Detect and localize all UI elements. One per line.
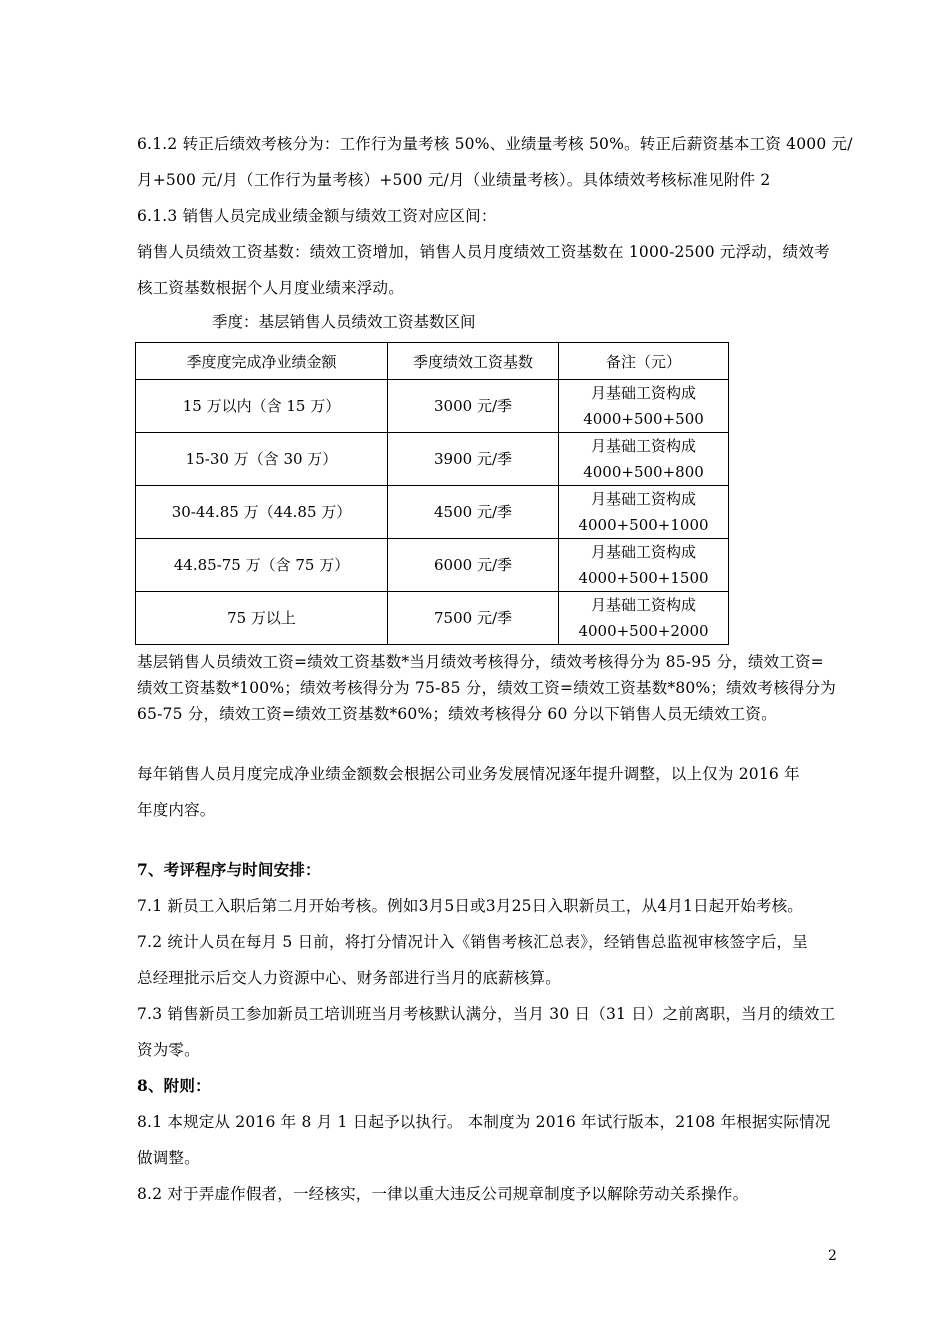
section-7-2-b: 总经理批示后交人力资源中心、财务部进行当月的底薪核算。 (137, 969, 561, 987)
formula-line-1: 基层销售人员绩效工资=绩效工资基数*当月绩效考核得分，绩效考核得分为 85-95 分，绩效工资= (137, 653, 824, 671)
cell-note (559, 486, 729, 539)
cell-base: 3900 元/季 (388, 433, 559, 486)
cell-range: 44.85-75 万（含 75 万） (136, 539, 388, 592)
cell-base: 6000 元/季 (388, 539, 559, 592)
yearly-line-2: 年度内容。 (137, 801, 216, 819)
page-number: 2 (828, 1248, 837, 1264)
section-7-3-a: 7.3 销售新员工参加新员工培训班当月考核默认满分，当月 30 日（31 日）之前离职，当月的绩效工 (137, 1005, 836, 1023)
note-line-2: 4000+500+1500 (578, 569, 709, 587)
cell-range: 15 万以内（含 15 万） (136, 380, 388, 433)
header-note: 备注（元） (559, 343, 729, 380)
section-8-1-b: 做调整。 (137, 1149, 200, 1167)
cell-range: 30-44.85 万（44.85 万） (136, 486, 388, 539)
line-6-1-2-b: 月+500 元/月（工作行为量考核）+500 元/月（业绩量考核）。具体绩效考核标准见附件 2 (137, 171, 771, 189)
cell-note (559, 539, 729, 592)
note-line-1: 月基础工资构成 (590, 384, 696, 402)
line-base-b: 核工资基数根据个人月度业绩来浮动。 (137, 279, 404, 297)
cell-note (559, 433, 729, 486)
formula-line-2: 绩效工资基数*100%；绩效考核得分为 75-85 分，绩效工资=绩效工资基数*80%；绩效考核得分为 (137, 679, 836, 697)
section-8-2: 8.2 对于弄虚作假者，一经核实，一律以重大违反公司规章制度予以解除劳动关系操作。 (137, 1185, 749, 1203)
note-line-2: 4000+500+2000 (578, 622, 709, 640)
yearly-line-1: 每年销售人员月度完成净业绩金额数会根据公司业务发展情况逐年提升调整，以上仅为 2016 年 (137, 765, 800, 783)
formula-line-3: 65-75 分，绩效工资=绩效工资基数*60%；绩效考核得分 60 分以下销售人员无绩效工资。 (137, 705, 777, 723)
cell-note (559, 380, 729, 433)
table-row (136, 433, 729, 486)
note-line-2: 4000+500+500 (583, 410, 704, 428)
section-8-heading: 8、附则： (137, 1076, 211, 1095)
salary-table (135, 342, 729, 645)
header-range: 季度度完成净业绩金额 (136, 343, 388, 380)
section-8-1-a: 8.1 本规定从 2016 年 8 月 1 日起予以执行。 本制度为 2016 年试行版本，2108 年根据实际情况 (137, 1113, 831, 1131)
cell-range: 15-30 万（含 30 万） (136, 433, 388, 486)
table-row (136, 539, 729, 592)
note-line-2: 4000+500+1000 (578, 516, 709, 534)
section-7-3-b: 资为零。 (137, 1041, 200, 1059)
note-line-1: 月基础工资构成 (590, 596, 696, 614)
table-row (136, 592, 729, 645)
line-base-a: 销售人员绩效工资基数：绩效工资增加，销售人员月度绩效工资基数在 1000-2500 元浮动，绩效考 (137, 243, 830, 261)
cell-base: 4500 元/季 (388, 486, 559, 539)
note-line-2: 4000+500+800 (583, 463, 704, 481)
line-6-1-3: 6.1.3 销售人员完成业绩金额与绩效工资对应区间： (137, 207, 497, 225)
section-7-1: 7.1 新员工入职后第二月开始考核。例如3月5日或3月25日入职新员工，从4月1日起开始考核。 (137, 897, 804, 915)
table-header-row (136, 343, 729, 380)
note-line-1: 月基础工资构成 (590, 490, 696, 508)
cell-range: 75 万以上 (136, 592, 388, 645)
cell-base: 3000 元/季 (388, 380, 559, 433)
table-row (136, 380, 729, 433)
note-line-1: 月基础工资构成 (590, 543, 696, 561)
section-7-2-a: 7.2 统计人员在每月 5 日前，将打分情况计入《销售考核汇总表》，经销售总监视审核签字后，呈 (137, 933, 808, 951)
table-row (136, 486, 729, 539)
table-caption: 季度：基层销售人员绩效工资基数区间 (212, 313, 476, 331)
note-line-1: 月基础工资构成 (590, 437, 696, 455)
line-6-1-2-a: 6.1.2 转正后绩效考核分为：工作行为量考核 50%、业绩量考核 50%。转正后薪资基本工资 4000 元/ (137, 135, 853, 153)
section-7-heading: 7、考评程序与时间安排： (137, 860, 321, 879)
cell-base: 7500 元/季 (388, 592, 559, 645)
header-base: 季度绩效工资基数 (388, 343, 559, 380)
cell-note (559, 592, 729, 645)
